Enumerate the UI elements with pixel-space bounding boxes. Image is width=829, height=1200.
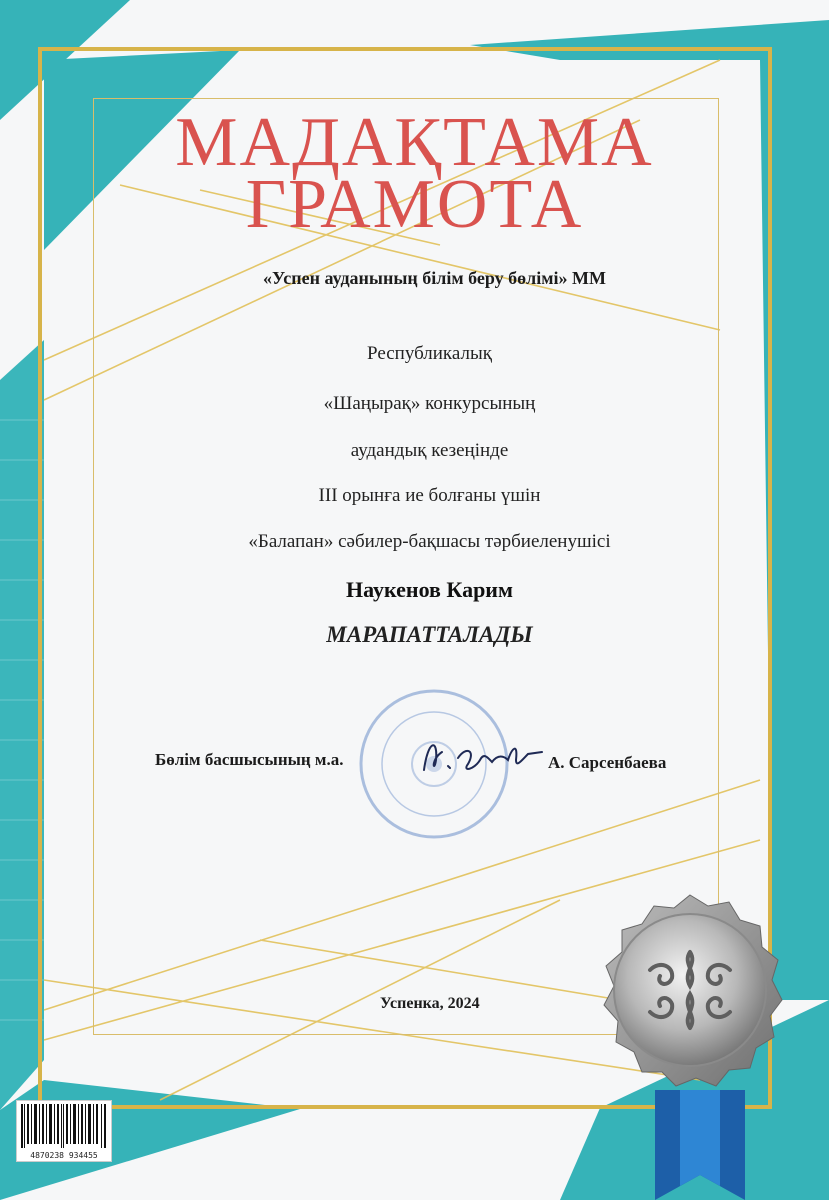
signer-title: Бөлім басшысының м.а. (155, 750, 344, 769)
barcode-bars (21, 1104, 107, 1148)
title-kazakh: МАДАҚТАМА (175, 104, 654, 181)
organization-name: «Успен ауданының білім беру бөлімі» ММ (263, 268, 606, 288)
awarded-text: МАРАПАТТАЛАДЫ (326, 622, 533, 647)
body-line-2: «Шаңырақ» конкурсының (323, 393, 536, 414)
signer-name: А. Сарсенбаева (548, 753, 667, 772)
blue-ribbon (650, 1090, 760, 1200)
silver-medal-seal (590, 890, 790, 1090)
barcode (16, 1100, 112, 1162)
recipient-name: Наукенов Карим (346, 577, 513, 602)
place-and-year: Успенка, 2024 (380, 995, 480, 1012)
body-line-4: III орынға ие болғаны үшін (318, 485, 541, 506)
barcode-number: 4870238 934455 (30, 1151, 98, 1160)
title-russian: ГРАМОТА (245, 166, 584, 243)
body-line-3: аудандық кезеңінде (350, 440, 509, 461)
body-line-1: Республикалық (367, 343, 492, 364)
handwritten-signature (418, 730, 548, 780)
body-line-5: «Балапан» сәбилер-бақшасы тәрбиеленушісі (248, 531, 611, 552)
